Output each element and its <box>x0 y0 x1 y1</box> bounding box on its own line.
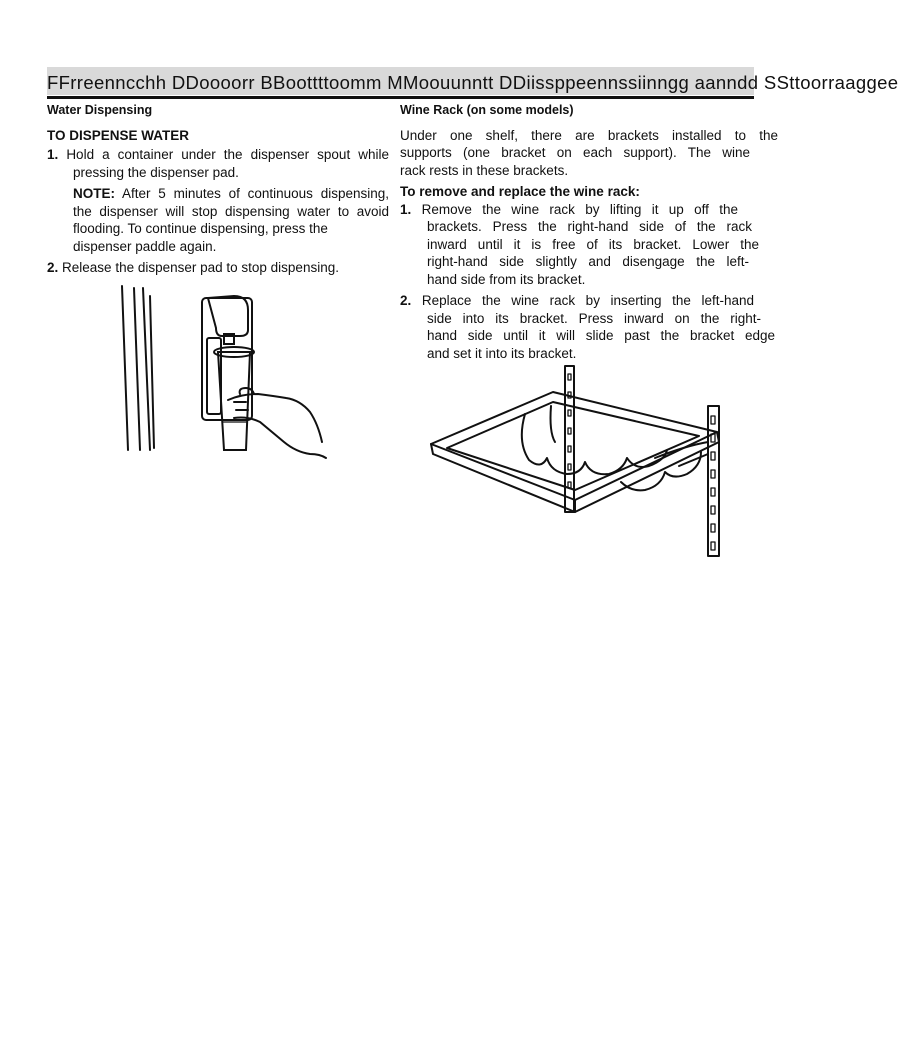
wine-step2-text: Replace the wine rack by inserting the left-hand <box>421 293 754 308</box>
water-heading: Water Dispensing <box>47 103 153 117</box>
wine-subheading: To remove and replace the wine rack: <box>400 184 640 199</box>
water-dispensing-section <box>47 102 389 277</box>
water-step1-text: Hold a container under the dispenser spout while <box>66 147 389 162</box>
water-step2 <box>47 259 389 277</box>
wine-step1-line1 <box>400 201 738 219</box>
page-title: FFrreenncchh DDoooorr BBoottttoomm MMoouunntt DDiissppeennssiinngg aanndd SSttoorraaggee <box>47 72 898 93</box>
water-step2-text: Release the dispenser pad to stop dispensing. <box>62 260 339 275</box>
wine-step1-line2: brackets. Press the right-hand side of the rack <box>427 219 752 234</box>
wine-step2-line1 <box>400 292 754 310</box>
wine-step1-line5: hand side from its bracket. <box>427 271 586 287</box>
water-step2-number: 2. <box>47 260 59 275</box>
water-note-text: After 5 minutes of continuous dispensing, <box>115 186 389 201</box>
wine-step1-number: 1. <box>400 201 412 217</box>
wine-rack-illustration <box>425 362 725 560</box>
water-note-line3: flooding. To continue dispensing, press the <box>73 221 328 236</box>
water-step1-number: 1. <box>47 147 59 162</box>
water-step1-line1 <box>47 146 389 164</box>
wine-step2-line3: hand side until it will slide past the bracket edge <box>427 328 775 343</box>
wine-step2-line4: and set it into its bracket. <box>427 345 577 361</box>
wine-step2-number: 2. <box>400 293 412 308</box>
water-subheading: TO DISPENSE WATER <box>47 127 190 143</box>
wine-intro-line2: supports (one bracket on each support). The wine <box>400 145 750 160</box>
water-dispenser-illustration <box>110 282 340 467</box>
wine-intro-line3: rack rests in these brackets. <box>400 162 569 178</box>
water-note-line2: the dispenser will stop dispensing water to avoid <box>73 203 389 219</box>
water-step1-line2: pressing the dispenser pad. <box>73 164 239 180</box>
wine-heading: Wine Rack (on some models) <box>400 103 574 117</box>
water-note-label: NOTE: <box>73 186 115 201</box>
wine-step1-text: Remove the wine rack by lifting it up off the <box>421 201 738 217</box>
wine-step1-line4: right-hand side slightly and disengage the left- <box>427 254 749 269</box>
water-note-line4: dispenser paddle again. <box>73 238 217 254</box>
header-rule <box>47 96 754 99</box>
wine-rack-section <box>400 102 778 362</box>
water-note-line1 <box>47 185 389 203</box>
wine-step2-line2: side into its bracket. Press inward on the right- <box>427 310 761 326</box>
wine-step1-line3: inward until it is free of its bracket. Lower the <box>427 236 759 252</box>
wine-intro-line1: Under one shelf, there are brackets installed to the <box>400 127 778 143</box>
